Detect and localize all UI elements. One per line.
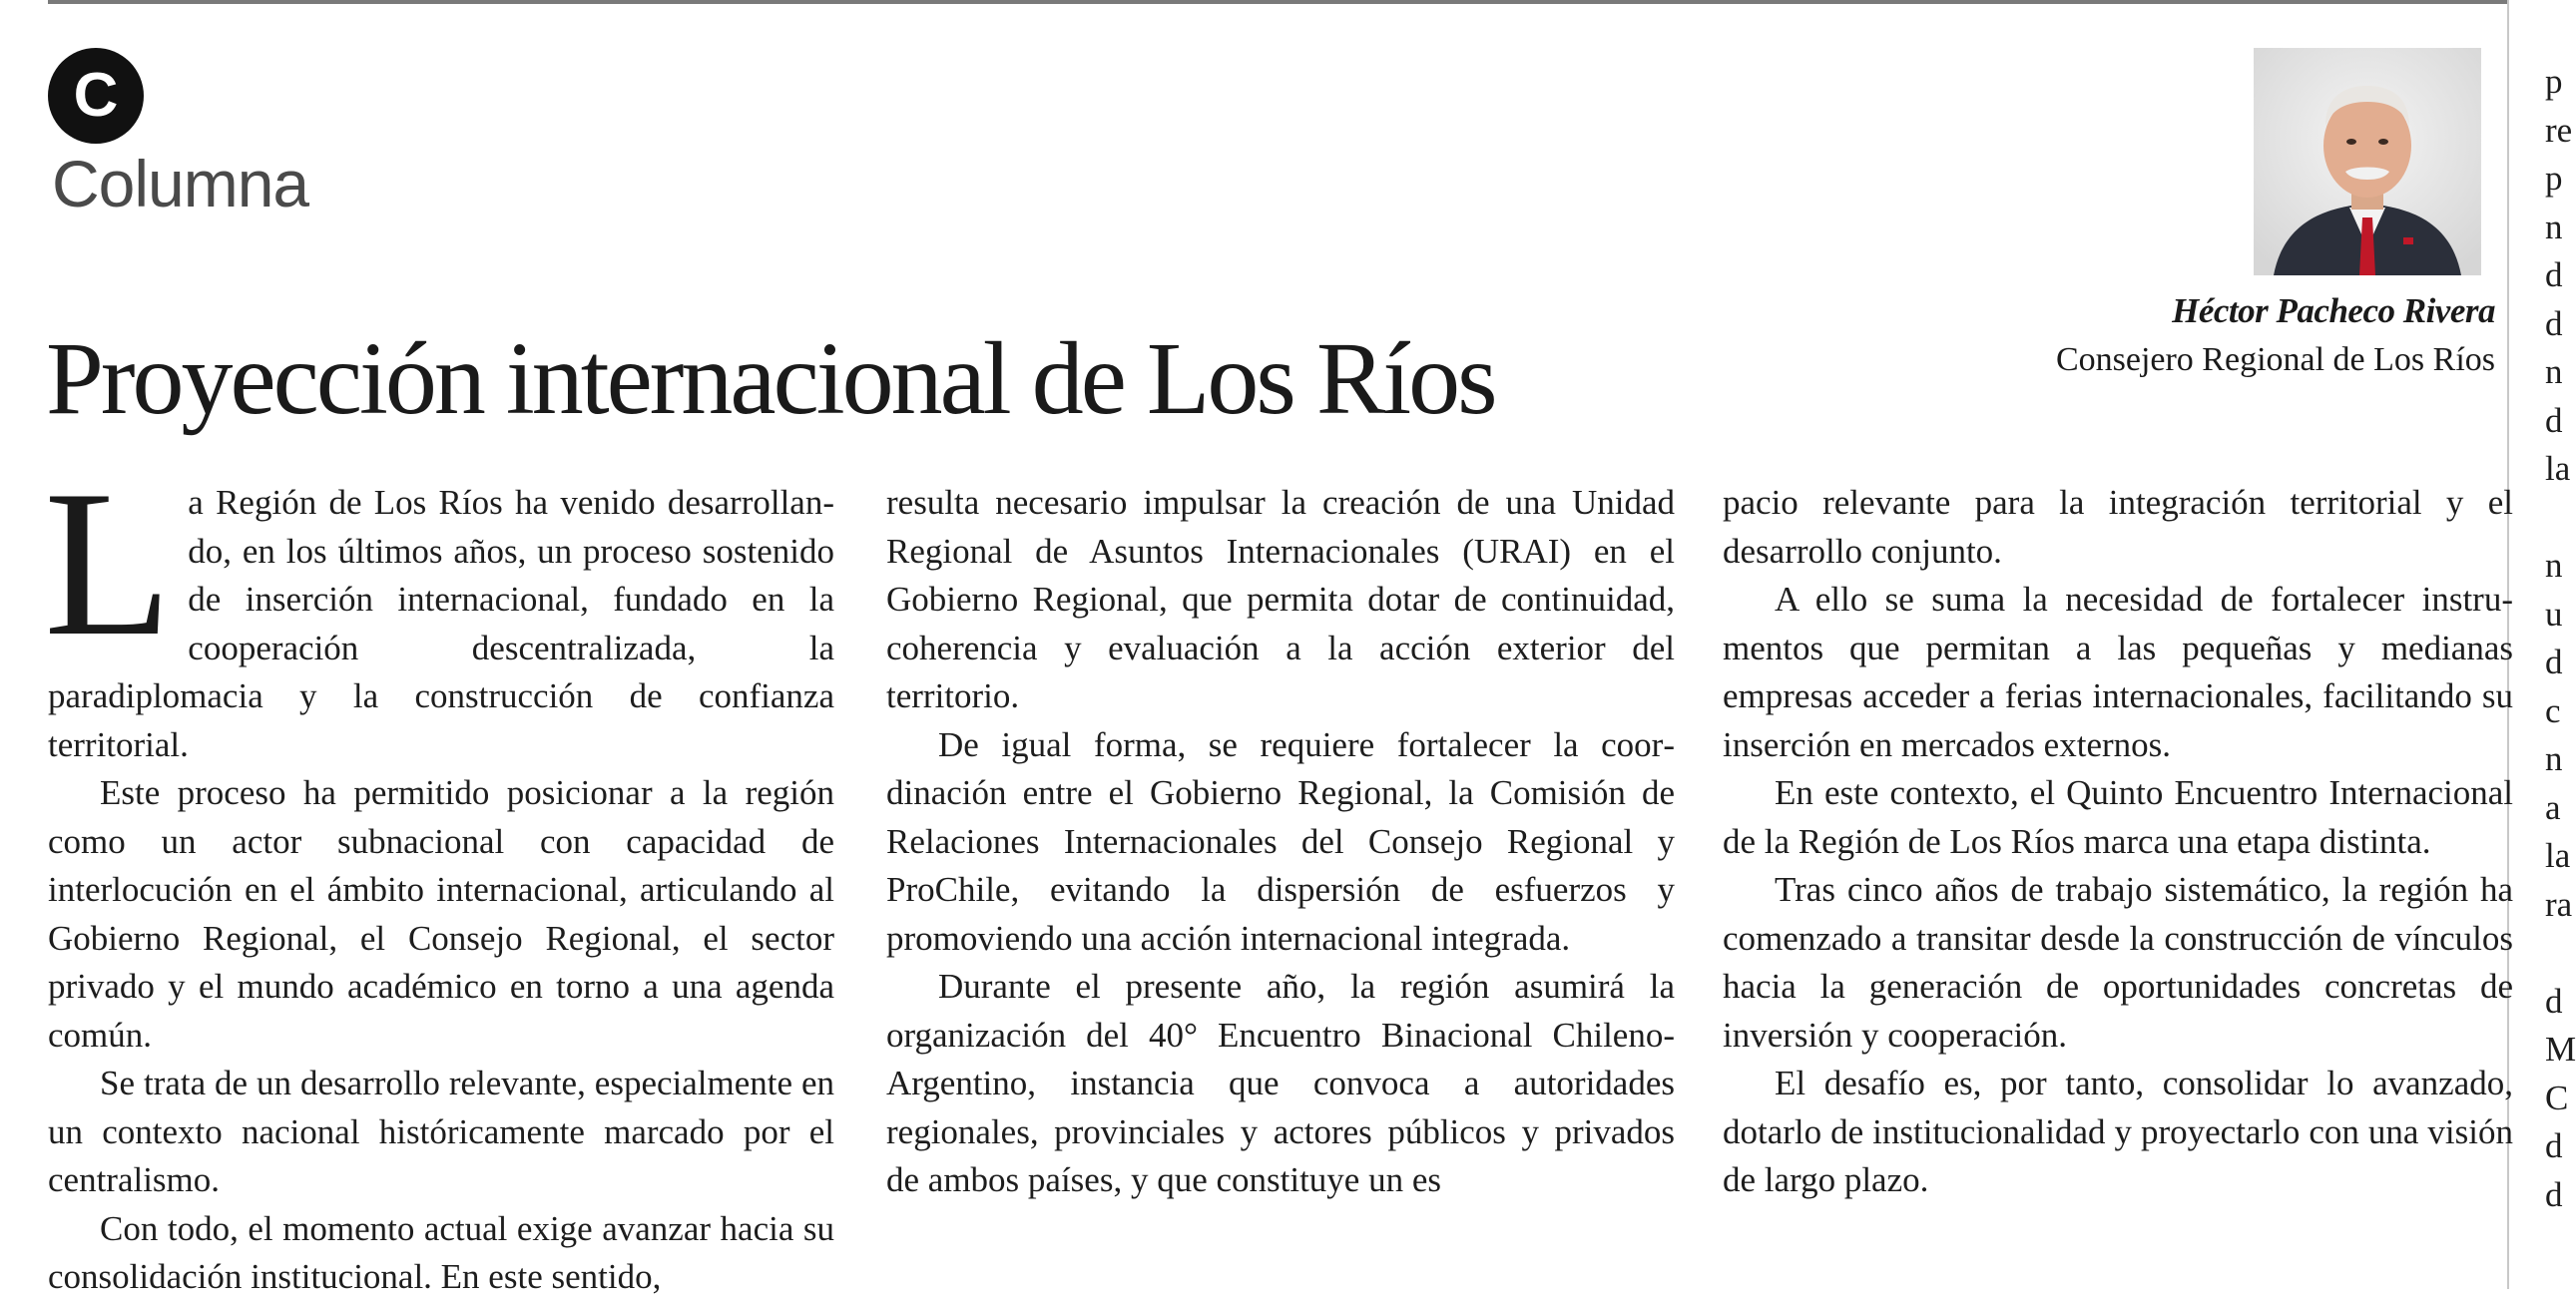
edge-line: d xyxy=(2545,400,2563,440)
paragraph: pacio relevante para la integración territorial y el desarrollo conjunto. xyxy=(1723,483,2513,571)
author-portrait-image xyxy=(2254,48,2481,275)
author-photo xyxy=(2254,48,2481,275)
edge-line: c xyxy=(2545,690,2561,730)
paragraph: El desafío es, por tanto, consolidar lo avanzado, dotarlo de institucionalidad y proyectarlo con una visión de largo plazo. xyxy=(1723,1064,2513,1199)
edge-line: d xyxy=(2545,981,2563,1021)
edge-line: a xyxy=(2545,787,2561,827)
edge-line: u xyxy=(2545,594,2563,634)
drop-cap: L xyxy=(44,448,173,679)
edge-line: d xyxy=(2545,1126,2563,1165)
adjacent-column-edge xyxy=(2545,58,2576,1219)
edge-line: C xyxy=(2545,1078,2569,1117)
edge-line: la xyxy=(2545,449,2571,488)
article-column-3 xyxy=(1723,479,2513,1205)
edge-line: d xyxy=(2545,255,2563,294)
edge-line: n xyxy=(2545,207,2563,246)
paragraph: Tras cinco años de trabajo sistemático, la región ha comenzado a transitar desde la construcción de vínculos hacia la generación de oportunidades concretas de inversión y cooperación. xyxy=(1723,870,2513,1055)
paragraph: a Región de Los Ríos ha venido desarrollando, en los últimos años, un proceso sostenido de inserción internacional, fundado en la cooperación descentralizada, la paradiplomacia y la construcción de confianza territorial. xyxy=(48,483,834,764)
edge-line: d xyxy=(2545,1174,2563,1214)
paragraph: A ello se suma la necesidad de fortalecer instrumentos que permitan a las pequeñas y medianas empresas acceder a ferias internacionales, facilitando su inserción en mercados externos. xyxy=(1723,580,2513,764)
edge-line: n xyxy=(2545,739,2563,778)
edge-line xyxy=(2545,494,2571,543)
article-column-2 xyxy=(886,479,1675,1205)
edge-line: M xyxy=(2545,1030,2576,1069)
edge-line: la xyxy=(2545,836,2571,875)
paragraph: Con todo, el momento actual exige avanzar hacia su consolidación institucional. En este sentido, xyxy=(48,1208,834,1296)
edge-line: d xyxy=(2545,303,2563,343)
paragraph: En este contexto, el Quinto Encuentro Internacional de la Región de Los Ríos marca una etapa distinta. xyxy=(1723,773,2513,861)
edge-line: d xyxy=(2545,643,2563,681)
edge-line: p xyxy=(2545,62,2563,101)
top-rule xyxy=(48,0,2507,4)
edge-line: n xyxy=(2545,546,2563,585)
paragraph: resulta necesario impulsar la creación de una Unidad Regional de Asuntos Internacionales (URAI) en el Gobierno Regional, que permita dotar de continuidad, coherencia y evaluación a la acción exterior del territorio. xyxy=(886,483,1675,715)
paragraph: Se trata de un desarrollo relevante, especialmente en un contexto nacional históricamente marcado por el centralismo. xyxy=(48,1064,834,1199)
section-label: Columna xyxy=(52,147,309,220)
author-name: Héctor Pacheco Rivera xyxy=(2172,291,2495,330)
paragraph: De igual forma, se requiere fortalecer la coordinación entre el Gobierno Regional, la Comisión de Relaciones Internacionales del Consejo Regional y ProChile, evitando la dispersión de esfuerzos y promoviendo una acción internacional integrada. xyxy=(886,724,1675,958)
paragraph: Este proceso ha permitido posicionar a la región como un actor subnacional con capacidad de interlocución en el ámbito internacional, articulando al Gobierno Regional, el Consejo Regional, el sector privado y el mundo académico en torno a una agenda común. xyxy=(48,773,834,1055)
edge-line: ra xyxy=(2545,884,2573,924)
edge-line: p xyxy=(2545,159,2563,198)
edge-line: n xyxy=(2545,352,2563,391)
section-badge: C xyxy=(48,48,144,144)
paragraph: Durante el presente año, la región asumirá la organización del 40° Encuentro Binacional Chileno-Argentino, instancia que convoca a autoridades regionales, provinciales y actores públicos y privados de ambos países, y que constituye un es xyxy=(886,967,1675,1199)
article-column-1 xyxy=(44,448,834,1302)
edge-line xyxy=(2545,929,2571,978)
author-role: Consejero Regional de Los Ríos xyxy=(2055,341,2495,378)
headline: Proyección internacional de Los Ríos xyxy=(46,321,1495,436)
edge-line: re xyxy=(2545,110,2573,150)
